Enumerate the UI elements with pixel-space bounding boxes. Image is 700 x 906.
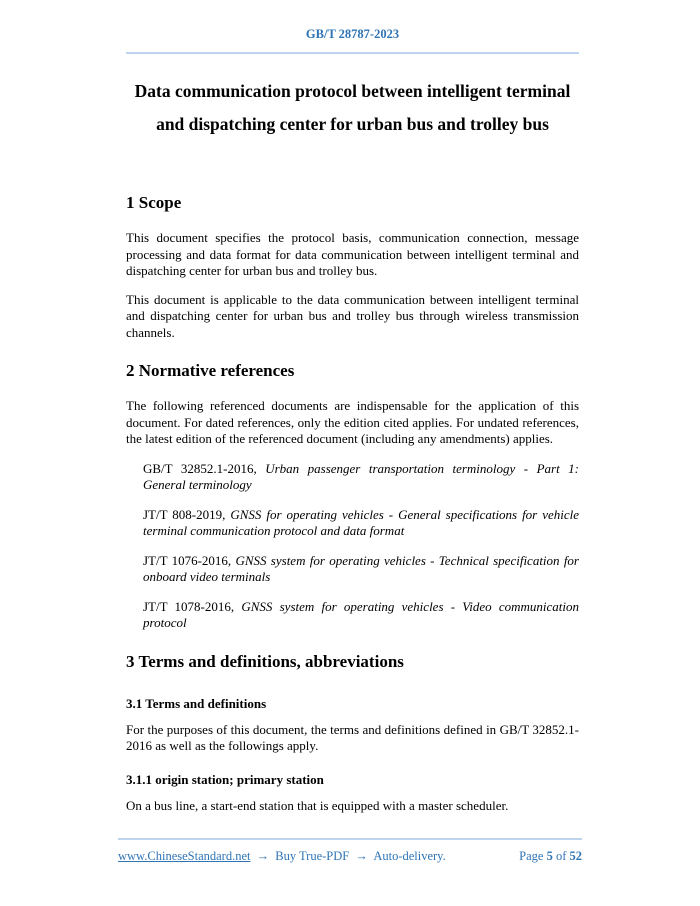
scope-paragraph-2: This document is applicable to the data communication between intelligent terminal and dispatching center for urban bus and trolley bus through wireless transmission channels.	[126, 291, 579, 340]
auto-delivery-label: Auto-delivery.	[373, 849, 446, 863]
reference-title: GNSS for operating vehicles - General specifications for vehicle terminal communication protocol and data format	[143, 506, 580, 538]
reference-item	[143, 507, 579, 540]
reference-item	[143, 461, 579, 494]
right-arrow-icon: →	[355, 849, 368, 863]
footer-source-line	[118, 849, 446, 864]
page-indicator	[519, 849, 582, 864]
terms-sub1-heading: 3.1 Terms and definitions	[126, 695, 267, 711]
current-page-number: 5	[546, 849, 553, 863]
normative-references-heading: 2 Normative references	[126, 361, 295, 380]
reference-code: JT/T 1078-2016,	[143, 598, 235, 614]
reference-item	[143, 599, 579, 632]
reference-code: JT/T 1076-2016,	[143, 552, 232, 568]
header-rule	[126, 52, 579, 54]
of-label: of	[555, 849, 567, 863]
normative-references-intro: The following referenced documents are indispensable for the application of this document. For dated references, only the edition cited applies. For undated references, the latest edition of the referenced document (including any amendments) applies.	[126, 398, 579, 446]
terms-sub2-heading: 3.1.1 origin station; primary station	[126, 771, 324, 787]
total-page-number: 52	[569, 849, 582, 863]
page-content	[126, 0, 579, 814]
reference-code: JT/T 808-2019,	[143, 506, 226, 522]
document-title	[126, 75, 579, 141]
reference-title: Urban passenger transportation terminology - Part 1: General terminology	[143, 460, 580, 492]
reference-code: GB/T 32852.1-2016,	[143, 460, 257, 476]
reference-item	[143, 553, 579, 586]
reference-title: GNSS system for operating vehicles - Technical specification for onboard video terminals	[143, 552, 579, 584]
right-arrow-icon: →	[256, 849, 270, 863]
reference-title: GNSS system for operating vehicles - Video communication protocol	[143, 598, 579, 630]
document-title-line2: and dispatching center for urban bus and trolley bus	[156, 114, 549, 134]
terms-heading: 3 Terms and definitions, abbreviations	[126, 651, 404, 671]
scope-heading: 1 Scope	[126, 193, 182, 212]
page-footer	[118, 838, 582, 864]
buy-pdf-label: Buy True-PDF	[275, 849, 350, 863]
site-link[interactable]: www.ChineseStandard.net	[118, 849, 251, 863]
terms-sub1-paragraph: For the purposes of this document, the terms and definitions defined in GB/T 32852.1-2016 as well as the followings apply.	[126, 721, 579, 753]
standard-code-header: GB/T 28787-2023	[305, 27, 400, 41]
document-title-line1: Data communication protocol between intelligent terminal	[134, 81, 571, 101]
terms-sub2-paragraph: On a bus line, a start-end station that is equipped with a master scheduler.	[126, 797, 509, 813]
scope-paragraph-1: This document specifies the protocol basis, communication connection, message processing and data format for data communication between intelligent terminal and dispatching center for urban bus and trolley bus.	[126, 230, 579, 278]
page-label: Page	[519, 849, 544, 863]
